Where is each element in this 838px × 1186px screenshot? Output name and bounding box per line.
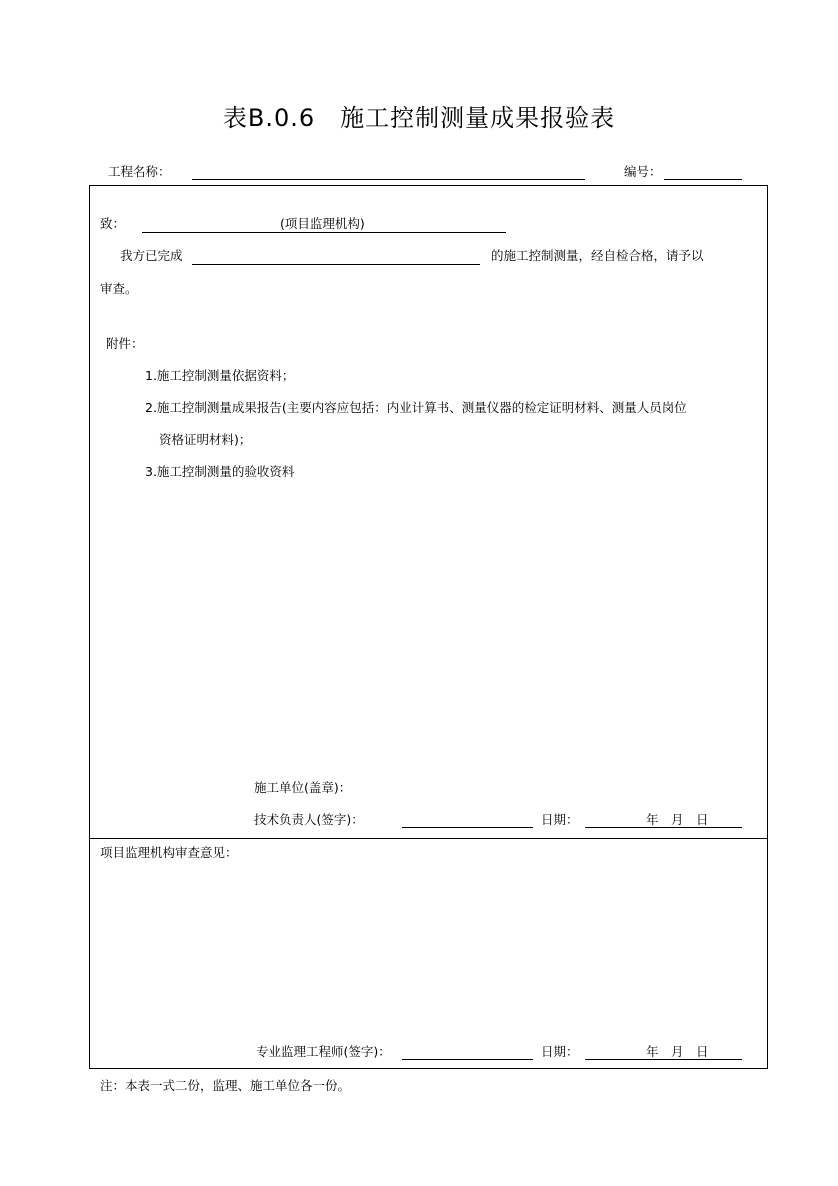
supervision-org-text: (项目监理机构) bbox=[280, 216, 365, 231]
attachment-item: 3.施工控制测量的验收资料 bbox=[145, 464, 295, 479]
footnote: 注：本表一式二份，监理、施工单位各一份。 bbox=[100, 1078, 351, 1093]
project-name-label: 工程名称： bbox=[108, 164, 171, 179]
date-label: 日期： bbox=[541, 812, 579, 827]
completed-item-field[interactable] bbox=[192, 264, 480, 265]
attachment-item: 1.施工控制测量依据资料； bbox=[145, 368, 295, 383]
engineer-signature-field[interactable] bbox=[402, 1059, 533, 1060]
completed-prefix: 我方已完成 bbox=[120, 248, 183, 263]
completed-suffix: 的施工控制测量，经自检合格，请予以 bbox=[491, 248, 704, 263]
attachment-item-continuation: 资格证明材料)； bbox=[159, 432, 252, 447]
number-field[interactable] bbox=[664, 179, 742, 180]
attachment-item: 2.施工控制测量成果报告(主要内容应包括：内业计算书、测量仪器的检定证明材料、测量人员岗位 bbox=[145, 400, 687, 415]
construction-unit-label: 施工单位(盖章)： bbox=[254, 780, 352, 795]
number-label: 编号： bbox=[624, 164, 662, 179]
project-name-field[interactable] bbox=[192, 179, 585, 180]
tech-lead-signature-field[interactable] bbox=[402, 827, 533, 828]
form-box bbox=[89, 185, 768, 1069]
date-label: 日期： bbox=[541, 1044, 579, 1059]
to-label: 致： bbox=[100, 216, 126, 231]
date-ymd: 年 月 日 bbox=[646, 812, 709, 827]
tech-lead-label: 技术负责人(签字)： bbox=[254, 812, 364, 827]
engineer-label: 专业监理工程师(签字)： bbox=[256, 1044, 391, 1059]
form-title: 表B.0.6 施工控制测量成果报验表 bbox=[222, 104, 616, 132]
attachments-label: 附件： bbox=[106, 336, 144, 351]
section-divider bbox=[89, 838, 768, 839]
opinion-label: 项目监理机构审查意见： bbox=[100, 845, 238, 860]
review-text: 审查。 bbox=[100, 281, 138, 296]
date-ymd: 年 月 日 bbox=[646, 1044, 709, 1059]
supervision-org-field[interactable] bbox=[142, 232, 506, 233]
